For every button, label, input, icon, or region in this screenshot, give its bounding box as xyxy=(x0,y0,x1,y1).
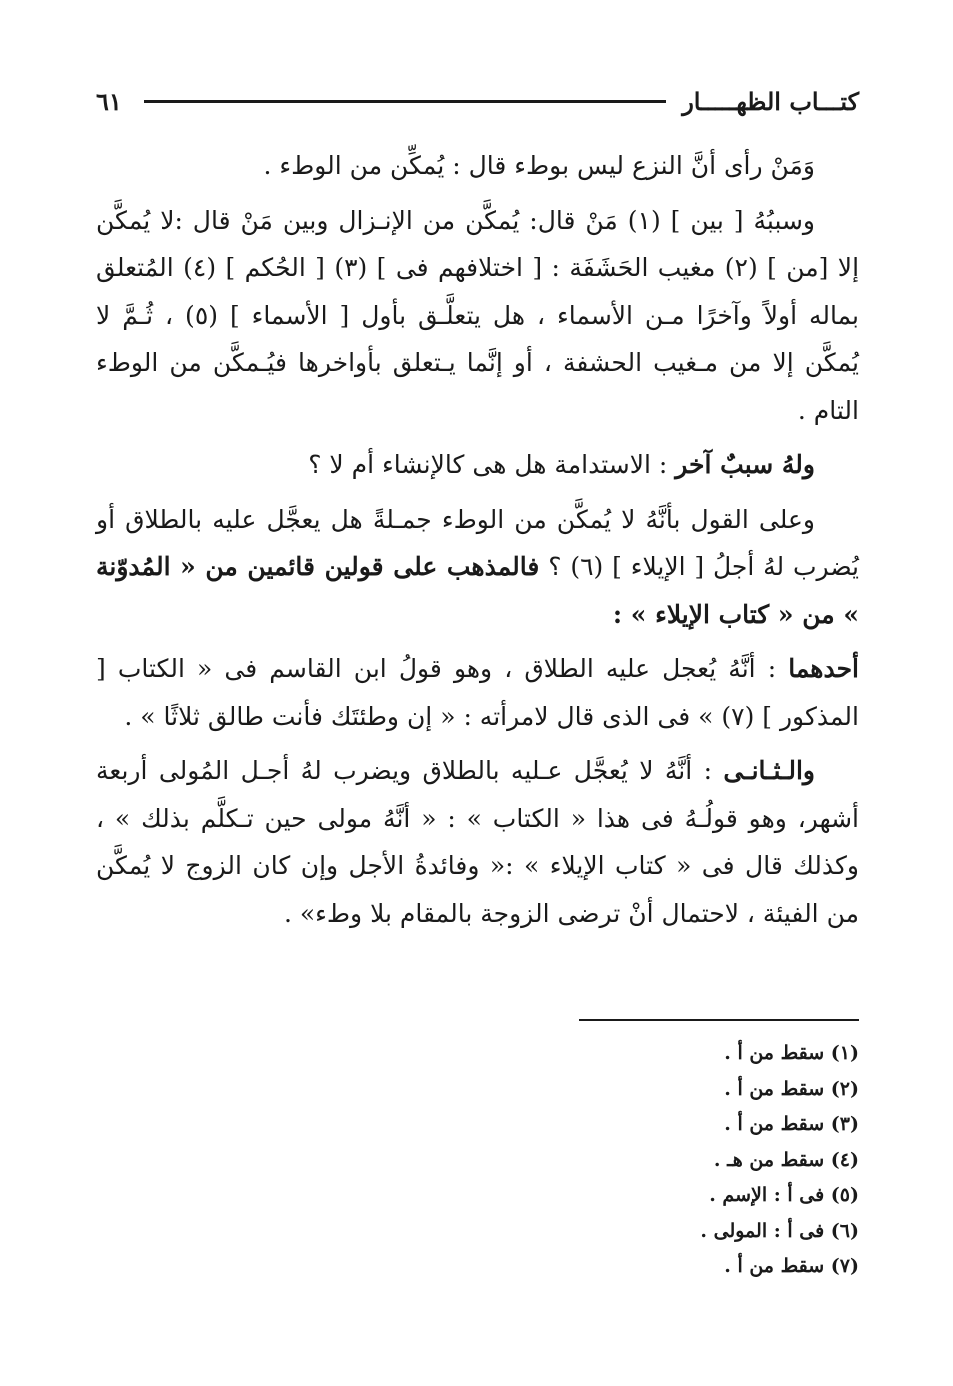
footnote: (٥) فى أ : الإسم . xyxy=(709,1184,859,1206)
paragraph-text: : أنَّهُ لا يُعجَّل عـليه بالطلاق ويضرب لهُ أجـل المُولى أربعة أشهر، وهو قولُـهُ فى هذا « الكتاب » : « أنَّهُ مولى حين تـكلَّم بذلك » ، وكذلك قال فى « كتاب الإيلاء » :« وفائدةُ الأجل وإن كان الزوج لا يُمكَّن من الفيئة ، لاحتمال أنْ ترضى الزوجة بالمقام بلا وطء» . xyxy=(96,756,859,928)
paragraph-bold-tail: فالمذهب على قولين قائمين من « المُدوّنة » من « كتاب الإيلاء » : xyxy=(96,552,859,629)
footnote: (٤) سقط من هـ . xyxy=(713,1148,859,1171)
paragraph-text: : الاستدامة هل هى كالإنشاء أم لا ؟ xyxy=(308,450,676,479)
main-text xyxy=(96,142,859,944)
paragraph-text: وسببُهُ [ بين ] (١) مَنْ قال: يُمكَّن من الإنـزال وبين مَنْ قال :لا يُمكَّن إلا [من ] (٢) مغيب الحَشَفَة : [ اختلافهم فى ] (٣) [ الحُكم ] (٤) المُتعلق بماله أولاً وآخرًا مـن الأسماء ، هل يتعلَّـق بأول [ الأسماء ] (٥) ، ثُـمَّ لا يُمكَّن إلا من مـغيب الحشفة ، أو إنَّما يـتعلق بأواخرها فيُـمكَّن من الوطء التام . xyxy=(96,205,860,425)
paragraph-text: وَمَنْ رأى أنَّ النزع ليس بوطء قال : يُمكِّن من الوطء . xyxy=(263,151,815,180)
running-title: كتـــاب الظهـــــار xyxy=(682,86,859,116)
paragraph-4 xyxy=(96,496,859,639)
footnote: (٧) سقط من أ . xyxy=(724,1255,859,1277)
header-rule xyxy=(144,100,666,103)
page-number: ٦١ xyxy=(96,86,122,116)
paragraph-text: : أنَّهُ يُعجل عليه الطلاق ، وهو قولُ ابن القاسم فى « الكتاب [ المذكور ] (٧) » فى الذى قال لامرأته : « إن وطئتَك فأنت طالق ثلاثًا » . xyxy=(96,654,859,731)
paragraph-5 xyxy=(96,645,859,740)
paragraph-2 xyxy=(96,197,859,435)
running-header xyxy=(96,72,859,130)
paragraph-lead: والـثـانـى xyxy=(723,756,815,785)
paragraph-1 xyxy=(96,142,859,190)
paragraph-3 xyxy=(96,441,859,489)
paragraph-6 xyxy=(96,747,859,937)
paragraph-text: وعلى القول بأنَّهُ لا يُمكَّن من الوطء جمـلةً هل يعجَّل عليه بالطلاق أو يُضرب لهُ أجلُ [ الإيلاء ] (٦) ؟ xyxy=(96,504,859,581)
footnote: (٢) سقط من أ . xyxy=(724,1077,859,1100)
footnote: (٦) فى أ : المولى . xyxy=(700,1219,859,1242)
footnote: (٣) سقط من أ . xyxy=(724,1113,859,1135)
paragraph-lead: ولهُ سببٌ آخر xyxy=(675,450,815,479)
paragraph-lead: أحدهما xyxy=(788,654,859,683)
footnote-separator xyxy=(579,1019,859,1021)
footnote: (١) سقط من أ . xyxy=(724,1042,859,1064)
footnotes xyxy=(439,1036,859,1285)
